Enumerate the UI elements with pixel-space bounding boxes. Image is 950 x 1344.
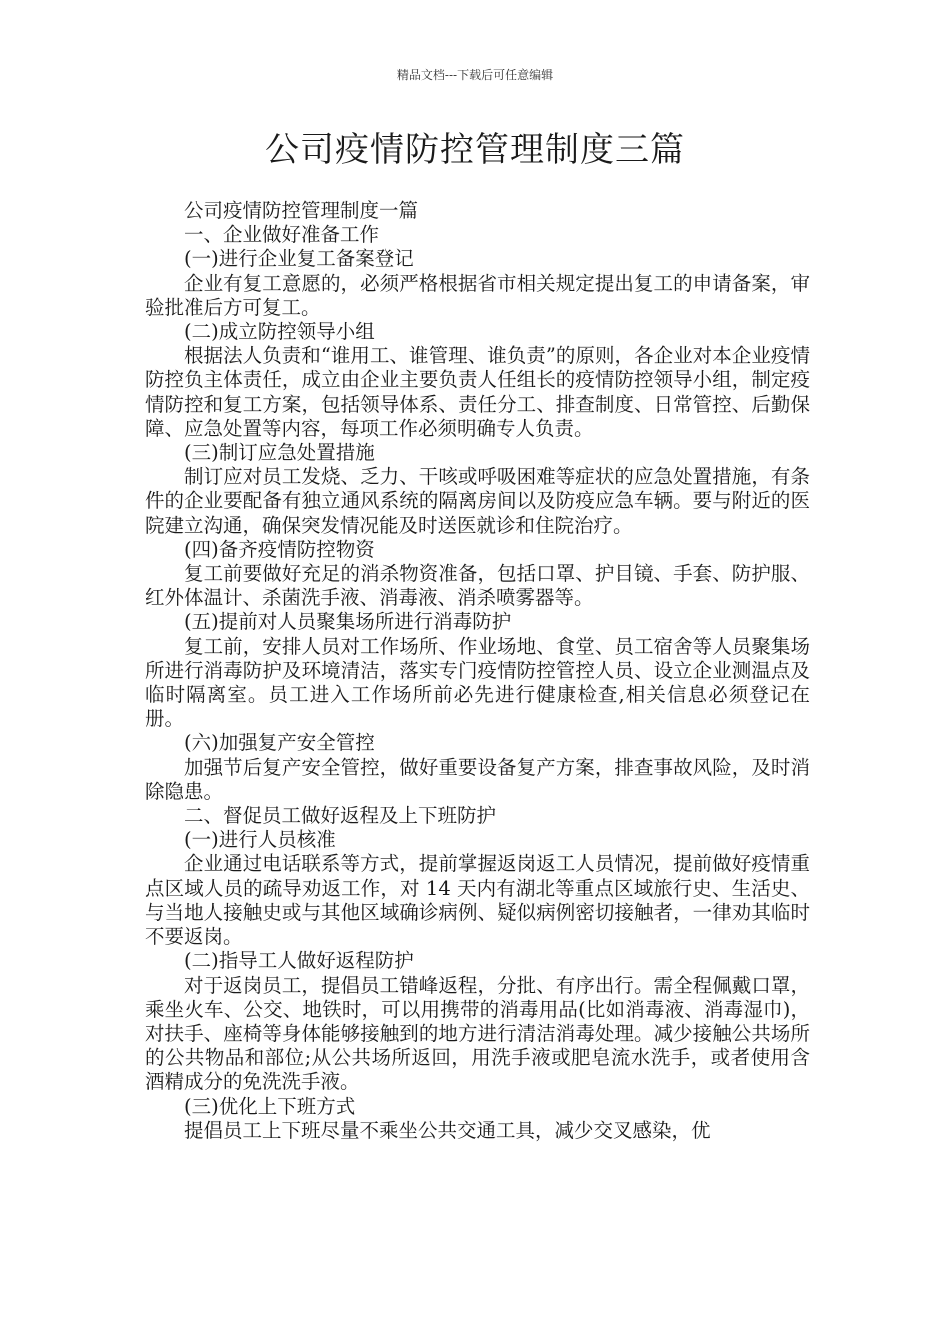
section-heading: 公司疫情防控管理制度一篇 [184,199,419,222]
body-paragraph: 企业有复工意愿的，必须严格根据省市相关规定提出复工的申请备案，审验批准后方可复工。 [145,271,810,319]
body-paragraph: 复工前，安排人员对工作场所、作业场地、食堂、员工宿舍等人员聚集场所进行消毒防护及环境清洁，落实专门疫情防控管控人员、设立企业测温点及临时隔离室。员工进入工作场所前必先进行健康检查,相关信息必须登记在册。 [145,634,810,731]
body-paragraph: 复工前要做好充足的消杀物资准备，包括口罩、护目镜、手套、防护服、红外体温计、杀菌洗手液、消毒液、消杀喷雾器等。 [145,562,810,610]
subsection-heading: (一)进行人员核准 [184,828,336,852]
subsection-heading: (二)成立防控领导小组 [184,320,375,344]
subsection-heading: (三)制订应急处置措施 [184,441,375,465]
document-title: 公司疫情防控管理制度三篇 [265,130,685,170]
document-body [145,199,810,1143]
body-paragraph: 根据法人负责和“谁用工、谁管理、谁负责”的原则，各企业对本企业疫情防控负主体责任，成立由企业主要负责人任组长的疫情防控领导小组，制定疫情防控和复工方案，包括领导体系、责任分工、排查制度、日常管控、后勤保障、应急处置等内容，每项工作必须明确专人负责。 [145,344,810,440]
subsection-heading: (四)备齐疫情防控物资 [184,537,375,561]
subsection-heading: (一)进行企业复工备案登记 [184,247,414,271]
subsection-heading: (六)加强复产安全管控 [184,731,375,755]
page-header-note: 精品文档---下载后可任意编辑 [396,68,554,82]
subsection-heading: (五)提前对人员聚集场所进行消毒防护 [184,610,512,634]
subsection-heading: (二)指导工人做好返程防护 [184,949,414,973]
body-paragraph: 制订应对员工发烧、乏力、干咳或呼吸困难等症状的应急处置措施，有条件的企业要配备有独立通风系统的隔离房间以及防疫应急车辆。要与附近的医院建立沟通，确保突发情况能及时送医就诊和住院治疗。 [145,465,810,537]
body-paragraph: 对于返岗员工，提倡员工错峰返程，分批、有序出行。需全程佩戴口罩，乘坐火车、公交、地铁时，可以用携带的消毒用品(比如消毒液、消毒湿巾)，对扶手、座椅等身体能够接触到的地方进行清洁消毒处理。减少接触公共场所的公共物品和部位;从公共场所返回，用洗手液或肥皂流水洗手，或者使用含酒精成分的免洗洗手液。 [145,973,810,1094]
chapter-heading: 二、督促员工做好返程及上下班防护 [184,804,497,828]
subsection-heading: (三)优化上下班方式 [184,1094,356,1118]
body-paragraph: 企业通过电话联系等方式，提前掌握返岗返工人员情况，提前做好疫情重点区域人员的疏导劝返工作，对 14 天内有湖北等重点区域旅行史、生活史、与当地人接触史或与其他区域确诊病例、疑似病例密切接触者，一律劝其临时不要返岗。 [145,852,810,949]
body-paragraph: 提倡员工上下班尽量不乘坐公共交通工具，减少交叉感染，优 [184,1118,711,1142]
chapter-heading: 一、企业做好准备工作 [184,223,380,247]
body-paragraph: 加强节后复产安全管控，做好重要设备复产方案，排查事故风险，及时消除隐患。 [145,755,810,803]
